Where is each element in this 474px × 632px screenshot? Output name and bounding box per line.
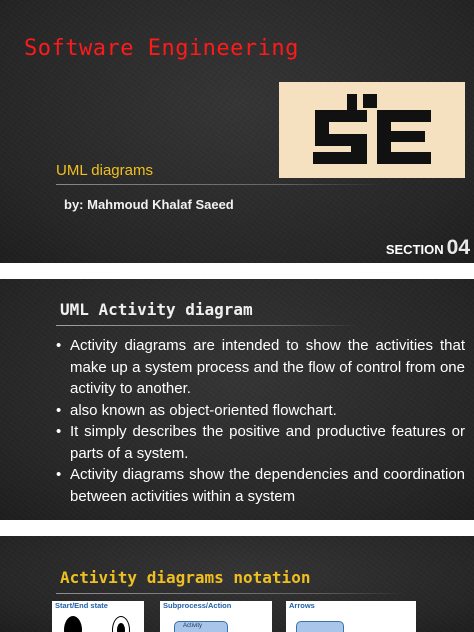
bullet-text: It simply describes the positive and productive features or parts of a system.	[70, 423, 465, 462]
notation-slide	[0, 536, 474, 632]
panel-label: Arrows	[289, 601, 315, 610]
panel-label: Subprocess/Action	[163, 601, 232, 610]
bullet-item	[56, 400, 465, 422]
author-line: by: Mahmoud Khalaf Saeed	[64, 197, 234, 212]
subtitle-divider	[56, 184, 382, 185]
slide-title: Activity diagrams notation	[60, 568, 311, 587]
se-logo-graphic	[279, 82, 465, 178]
bullet-text: Activity diagrams are intended to show the activities that make up a system process and the flow of control from one activity to another.	[70, 337, 465, 397]
end-state-inner	[117, 623, 125, 632]
arrows-panel	[286, 601, 416, 632]
bullet-icon: •	[56, 466, 62, 483]
bullet-text: Activity diagrams show the dependencies and coordination between activities within a system	[70, 466, 465, 505]
bullet-item	[56, 335, 465, 400]
subprocess-action-panel	[160, 601, 272, 632]
bullet-list	[56, 335, 465, 507]
section-tag	[386, 236, 470, 260]
title-divider	[56, 325, 360, 326]
activity-diagram-slide	[0, 279, 474, 520]
subtitle: UML diagrams	[56, 162, 153, 179]
title-divider	[56, 593, 406, 594]
bullet-icon: •	[56, 337, 62, 354]
start-end-state-panel	[52, 601, 144, 632]
start-state-icon	[64, 616, 82, 632]
title-slide	[0, 0, 474, 263]
activity-node-icon	[174, 621, 228, 632]
section-number: 04	[446, 236, 470, 259]
slide-title: UML Activity diagram	[60, 300, 253, 319]
bullet-text: also known as object-oriented flowchart.	[70, 401, 337, 419]
se-logo	[279, 82, 465, 178]
bullet-icon: •	[56, 423, 62, 440]
presentation-title: Software Engineering	[24, 36, 299, 61]
bullet-icon: •	[56, 401, 62, 419]
bullet-item	[56, 421, 465, 464]
panel-label: Start/End state	[55, 601, 108, 610]
section-label: SECTION	[385, 242, 444, 257]
end-state-icon	[112, 616, 130, 632]
bullet-item	[56, 464, 465, 507]
activity-node-label: Activity	[183, 623, 203, 629]
arrow-node-icon	[296, 621, 344, 632]
